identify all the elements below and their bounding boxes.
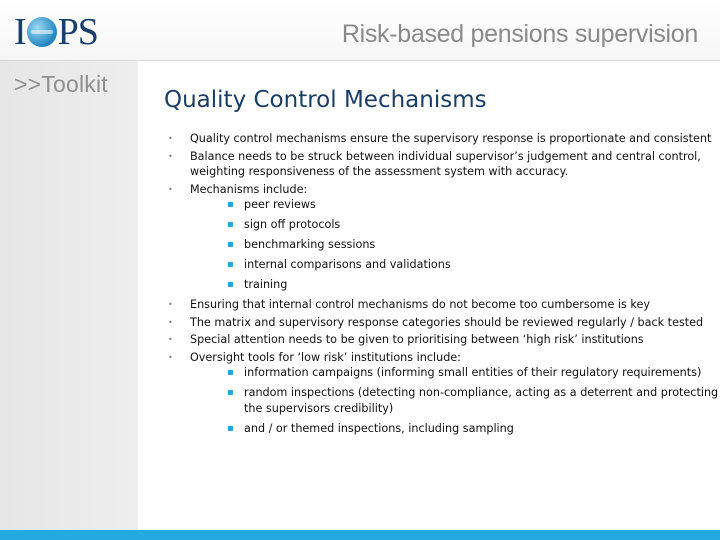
slide-content-area: [138, 61, 720, 530]
sub-bullet-list: [190, 365, 720, 436]
slide-title: Quality Control Mechanisms: [164, 87, 487, 113]
bullet-text: • Oversight tools for ‘low risk’ institutions include:: [190, 350, 461, 364]
bullet-item: [168, 350, 720, 437]
sub-bullet-list: [190, 197, 720, 293]
bullet-item: [168, 149, 720, 180]
globe-icon: [27, 17, 57, 47]
sidebar: [0, 61, 138, 530]
iops-logo: [14, 12, 98, 52]
sub-bullet-item: ▪ training: [190, 277, 720, 293]
sub-bullet-item: ▪ internal comparisons and validations: [190, 257, 720, 273]
header-title: Risk-based pensions supervision: [341, 20, 698, 48]
bullet-text: Balance needs to be struck between individual supervisor’s judgement and central control, weighting responsiveness of the assessment system with accuracy.: [190, 149, 701, 178]
sub-bullet-item: ▪ benchmarking sessions: [190, 237, 720, 253]
header-banner: [0, 0, 720, 61]
bullet-item: [168, 332, 720, 348]
bottom-accent-bar: [0, 530, 720, 540]
bullet-item: [168, 131, 720, 147]
bullet-item: [168, 297, 720, 313]
bullet-text: • Mechanisms include:: [190, 182, 308, 196]
bullet-item: [168, 315, 720, 331]
logo-letters-ps: PS: [57, 11, 98, 53]
bullet-list: [168, 131, 720, 441]
bullet-text: Special attention needs to be given to prioritising between ‘high risk’ institutions: [190, 333, 644, 346]
sub-bullet-item: ▪ peer reviews: [190, 197, 720, 213]
bullet-text: The matrix and supervisory response categories should be reviewed regularly / back tested: [190, 315, 704, 329]
bullet-text: Ensuring that internal control mechanisms do not become too cumbersome is key: [190, 298, 650, 311]
sub-bullet-item: ▪ information campaigns (informing small entities of their regulatory requirements): [190, 365, 720, 381]
bullet-text: Quality control mechanisms ensure the supervisory response is proportionate and consistent: [190, 132, 712, 145]
bullet-item: [168, 182, 720, 293]
sub-bullet-item: ▪ and / or themed inspections, including sampling: [190, 421, 720, 437]
sub-bullet-item: ▪ sign off protocols: [190, 217, 720, 233]
logo-letter-i: I: [14, 11, 26, 53]
toolkit-label: >>Toolkit: [14, 71, 108, 97]
sub-bullet-item: ▪ random inspections (detecting non-compliance, acting as a deterrent and protecting the supervisors credibility): [190, 385, 720, 416]
